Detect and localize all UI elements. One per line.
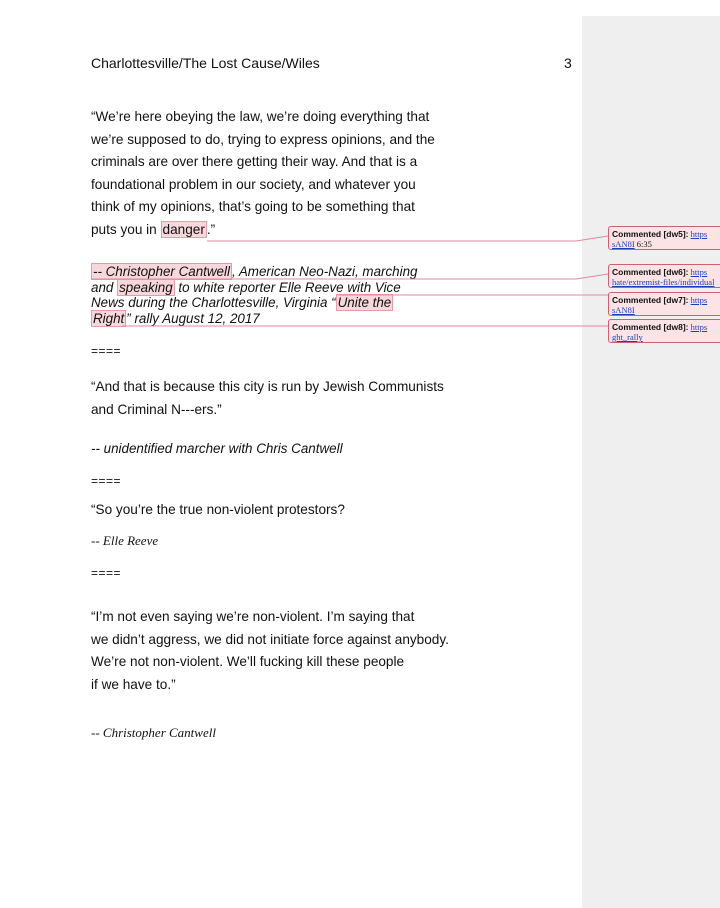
- quote-line: we’re supposed to do, trying to express opinions, and the: [91, 131, 435, 147]
- text: News during the Charlottesville, Virginia “: [91, 295, 336, 310]
- comment-anchor-speaking[interactable]: speaking: [119, 279, 173, 295]
- comment-anchor-dw5[interactable]: danger: [162, 221, 205, 237]
- quote-line: we didn’t aggress, we did not initiate force against anybody.: [91, 631, 449, 647]
- quote-line: if we have to.”: [91, 676, 176, 692]
- section-separator: ====: [91, 566, 122, 580]
- running-header: Charlottesville/The Lost Cause/Wiles: [91, 55, 320, 71]
- comment-dw5[interactable]: [608, 226, 720, 250]
- connector-dw6: [91, 274, 608, 279]
- quote-line: “We’re here obeying the law, we’re doing everything that: [91, 109, 430, 124]
- attribution-reeve: -- Elle Reeve: [91, 533, 159, 548]
- comment-label: Commented [dw6]:: [612, 267, 689, 277]
- comment-dw6[interactable]: [608, 264, 720, 288]
- comment-extra: 6:35: [636, 239, 652, 249]
- quote-line: “And that is because this city is run by Jewish Communists: [91, 379, 444, 394]
- text: .”: [206, 221, 216, 237]
- comment-anchor-dw6[interactable]: -- Christopher Cantwell: [93, 264, 230, 279]
- quote-reeve: “So you’re the true non-violent protestors?: [91, 502, 345, 517]
- comment-link[interactable]: https: [690, 267, 708, 277]
- quote-line: foundational problem in our society, and whatever you: [91, 176, 416, 192]
- comment-link[interactable]: sAN8I: [612, 305, 635, 315]
- comment-dw7[interactable]: [608, 292, 720, 316]
- quote-line: “I’m not even saying we’re non-violent. I’m saying that: [91, 609, 415, 624]
- text: ” rally August 12, 2017: [126, 310, 260, 326]
- comment-link[interactable]: https: [690, 229, 708, 239]
- comment-link[interactable]: https: [690, 295, 708, 305]
- comment-label: Commented [dw8]:: [612, 322, 689, 332]
- comment-link[interactable]: sAN8I: [612, 239, 635, 249]
- page-number: 3: [564, 55, 572, 71]
- comment-label: Commented [dw5]:: [612, 229, 689, 239]
- comment-dw8[interactable]: [608, 319, 720, 343]
- comment-label: Commented [dw7]:: [612, 295, 689, 305]
- text: and: [91, 279, 118, 295]
- section-separator: ====: [91, 344, 122, 358]
- comment-link[interactable]: ght_rally: [612, 332, 643, 342]
- text: , American Neo-Nazi, marching: [231, 264, 418, 279]
- comment-anchor-dw8[interactable]: Right: [93, 310, 125, 326]
- quote-line: We’re not non-violent. We’ll fucking kill these people: [91, 654, 405, 669]
- section-separator: ====: [91, 474, 122, 488]
- comment-anchor-dw7[interactable]: Unite the: [337, 295, 392, 310]
- connector-dw5: [207, 236, 608, 241]
- quote-line: and Criminal N---ers.”: [91, 401, 222, 417]
- text: to white reporter Elle Reeve with Vice: [174, 279, 401, 295]
- comment-link[interactable]: https: [690, 322, 708, 332]
- quote-line: think of my opinions, that’s going to be something that: [91, 199, 415, 214]
- quote-line: criminals are over there getting their way. And that is a: [91, 154, 418, 169]
- text: puts you in: [91, 221, 161, 237]
- comment-link[interactable]: hate/extremist-files/individual: [612, 277, 715, 287]
- attribution-cantwell-2: -- Christopher Cantwell: [91, 725, 216, 740]
- attribution-marcher: -- unidentified marcher with Chris Cantwell: [91, 441, 343, 456]
